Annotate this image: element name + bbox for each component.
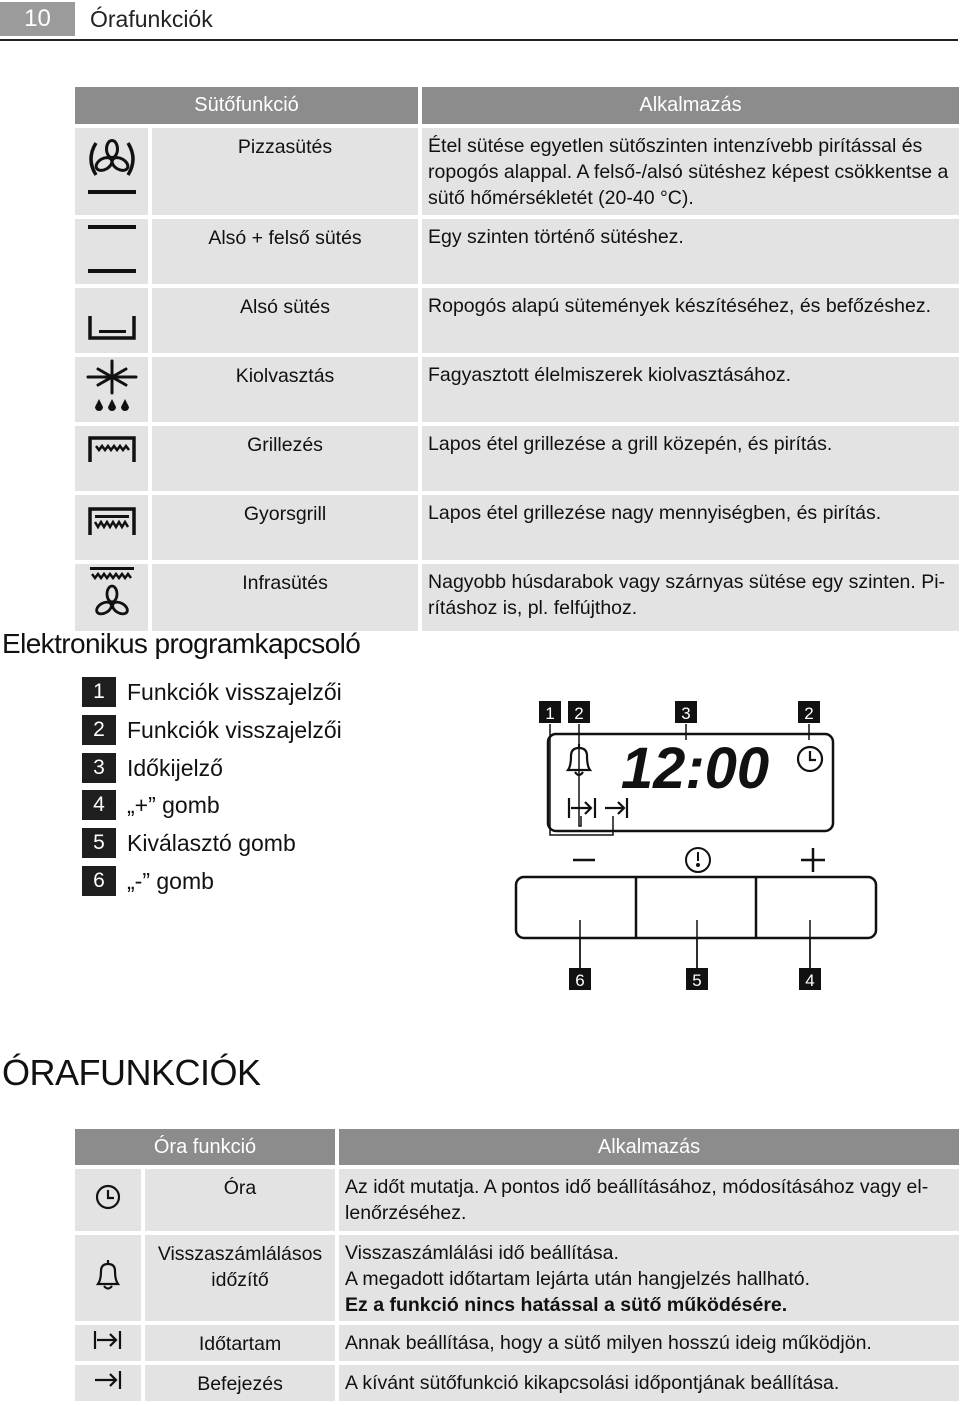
legend-item <box>82 866 214 896</box>
oven-function-usage: Fagyasztott élelmiszerek kiolvasztásához. <box>422 357 959 422</box>
callout-5: 5 <box>692 971 702 990</box>
oven-function-usage: Nagyobb húsdarabok vagy szárnyas sütése egy szinten. Pi-rításhoz is, pl. felfújthoz. <box>422 564 959 631</box>
section-header: Órafunkciók <box>90 6 213 32</box>
display-time: 12:00 <box>620 736 770 801</box>
oven-function-name: Infrasütés <box>152 564 418 631</box>
oven-table-header-function: Sütőfunkció <box>75 87 418 124</box>
clock-function-usage <box>339 1235 959 1321</box>
plus-symbol <box>801 848 825 872</box>
fast-grill-icon <box>75 495 148 560</box>
usage-note: Ez a funkció nincs hatással a sütő működésére. <box>345 1294 788 1316</box>
button-panel <box>516 877 876 938</box>
oven-function-name: Alsó + felső sütés <box>152 219 418 284</box>
oven-function-usage: Lapos étel grillezése nagy mennyiségben, és pirítás. <box>422 495 959 560</box>
oven-function-usage: Étel sütése egyetlen sütőszinten intenzívebb pirítással és ropogós alappal. A felső-/alsó sütéshez képest csökkentse a sütő hőmérsékletét (20-40 °C). <box>422 128 959 215</box>
callout-2b: 2 <box>804 704 814 723</box>
callout-2: 2 <box>574 704 584 723</box>
legend-label: Funkciók visszajelzői <box>127 716 342 743</box>
oven-function-name: Pizzasütés <box>152 128 418 215</box>
legend-number: 2 <box>82 715 116 745</box>
table-row <box>75 1169 959 1231</box>
selector-clock-icon <box>686 848 710 872</box>
infra-roast-icon <box>75 564 148 631</box>
clock-function-usage: A kívánt sütőfunkció kikapcsolási időpontjának beállítása. <box>339 1365 959 1401</box>
table-row <box>75 495 959 560</box>
clock-function-name: Visszaszámlálásos időzítő <box>145 1235 335 1321</box>
end-time-icon <box>75 1365 141 1401</box>
table-row <box>75 1365 959 1401</box>
legend-label: „-” gomb <box>127 867 214 894</box>
clock-function-name: Befejezés <box>145 1365 335 1401</box>
legend-label: Kiválasztó gomb <box>127 829 296 856</box>
table-row <box>75 288 959 353</box>
table-row <box>75 564 959 631</box>
oven-function-name: Kiolvasztás <box>152 357 418 422</box>
legend-number: 6 <box>82 866 116 896</box>
clock-function-usage: Annak beállítása, hogy a sütő milyen hosszú ideig működjön. <box>339 1325 959 1361</box>
callout-1: 1 <box>545 704 555 723</box>
table-row <box>75 128 959 215</box>
oven-function-name: Gyorsgrill <box>152 495 418 560</box>
bottom-heat-icon <box>75 288 148 353</box>
legend-number: 5 <box>82 828 116 858</box>
callout-4: 4 <box>805 971 815 990</box>
legend-item <box>82 790 220 820</box>
table-row <box>75 1325 959 1361</box>
top-bottom-heat-icon <box>75 219 148 284</box>
clock-section-title: ÓRAFUNKCIÓK <box>2 1052 261 1093</box>
page-number: 10 <box>0 2 75 36</box>
callout-6: 6 <box>575 971 585 990</box>
control-panel-diagram <box>505 690 890 995</box>
clock-table-header-usage: Alkalmazás <box>339 1129 959 1165</box>
oven-function-name: Grillezés <box>152 426 418 491</box>
duration-icon <box>569 798 595 818</box>
clock-function-name: Óra <box>145 1169 335 1231</box>
oven-functions-table <box>71 83 960 635</box>
oven-function-usage: Ropogós alapú sütemények készítéséhez, és befőzéshez. <box>422 288 959 353</box>
legend-number: 4 <box>82 790 116 820</box>
clock-table-header-function: Óra funkció <box>75 1129 335 1165</box>
clock-icon <box>798 747 822 771</box>
end-time-icon <box>605 798 627 818</box>
legend-label: Funkciók visszajelzői <box>127 678 342 705</box>
oven-table-header-usage: Alkalmazás <box>422 87 959 124</box>
programmer-title: Elektronikus programkapcsoló <box>2 628 361 659</box>
table-row <box>75 219 959 284</box>
callout-3: 3 <box>681 704 691 723</box>
oven-function-name: Alsó sütés <box>152 288 418 353</box>
clock-functions-table <box>71 1125 960 1405</box>
usage-line: Visszaszámlálási idő beállítása. <box>345 1242 619 1264</box>
header-rule <box>0 39 958 41</box>
clock-function-name: Időtartam <box>145 1325 335 1361</box>
legend-item <box>82 677 342 707</box>
table-row <box>75 426 959 491</box>
clock-function-usage: Az időt mutatja. A pontos idő beállításához, módosításához vagy el-lenőrzéséhez. <box>339 1169 959 1231</box>
grill-icon <box>75 426 148 491</box>
table-row <box>75 357 959 422</box>
defrost-icon <box>75 357 148 422</box>
bell-icon <box>75 1235 141 1321</box>
legend-item <box>82 753 223 783</box>
legend-number: 1 <box>82 677 116 707</box>
legend-item <box>82 828 296 858</box>
duration-icon <box>75 1325 141 1361</box>
table-row <box>75 1235 959 1321</box>
pizza-fan-icon <box>75 128 148 215</box>
clock-icon <box>75 1169 141 1231</box>
oven-function-usage: Egy szinten történő sütéshez. <box>422 219 959 284</box>
legend-label: Időkijelző <box>127 754 223 781</box>
legend-number: 3 <box>82 753 116 783</box>
oven-function-usage: Lapos étel grillezése a grill közepén, és pirítás. <box>422 426 959 491</box>
legend-label: „+” gomb <box>127 791 220 818</box>
usage-line: A megadott időtartam lejárta után hangjelzés hallható. <box>345 1268 811 1290</box>
legend-item <box>82 715 342 745</box>
